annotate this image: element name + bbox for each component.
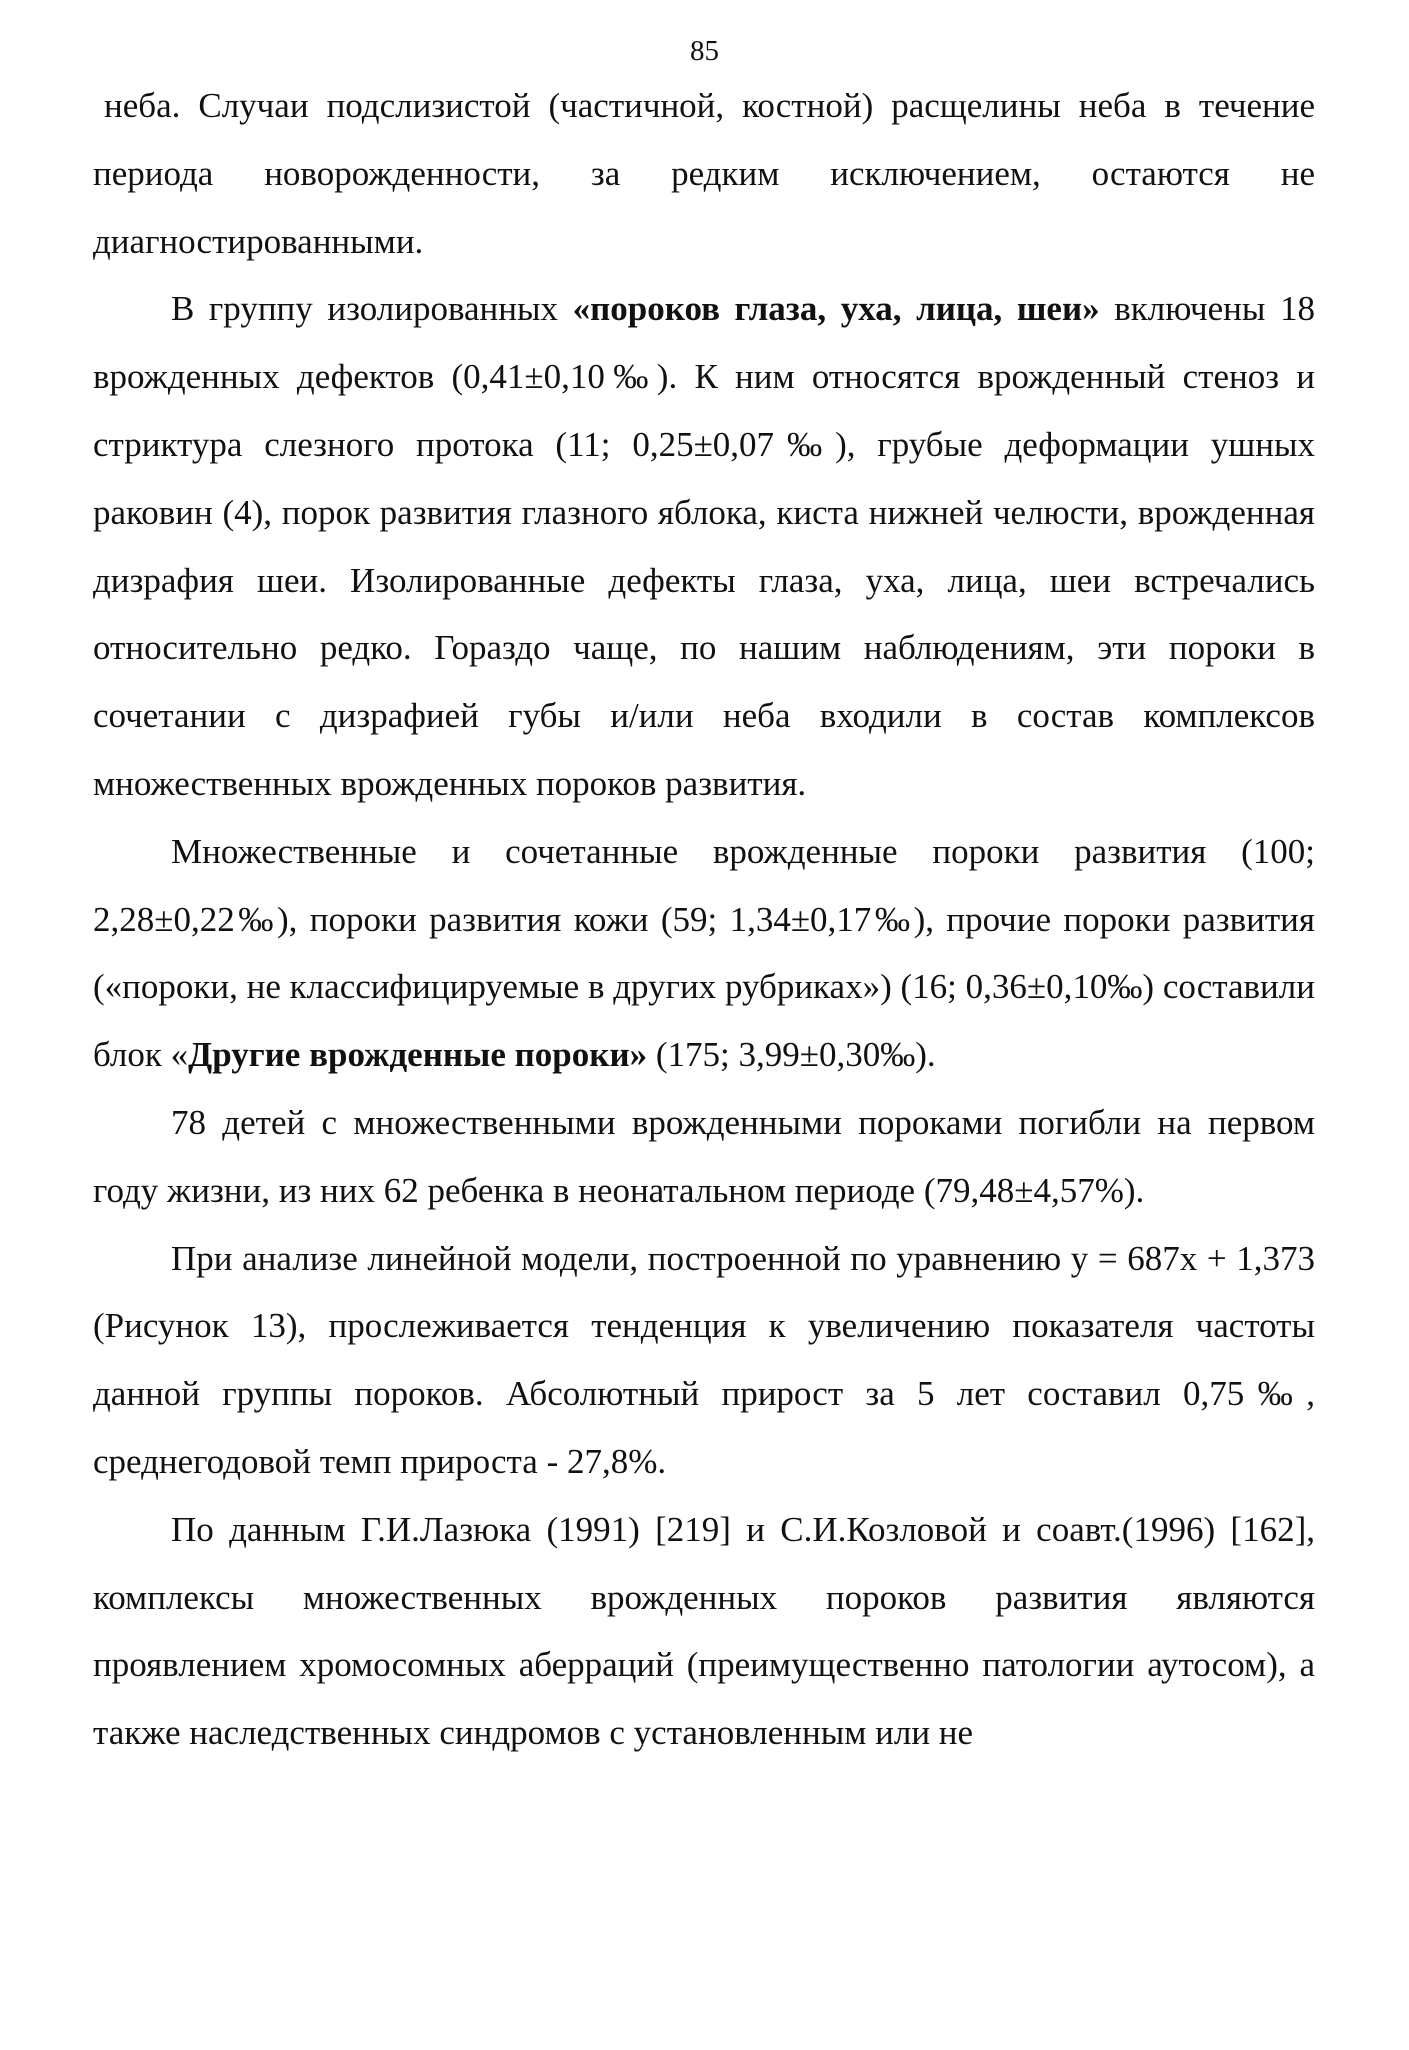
paragraph-3-text-after: (175; 3,99±0,30‰).	[647, 1035, 936, 1075]
paragraph-5: При анализе линейной модели, построенной по уравнению y = 687x + 1,373 (Рисунок 13), прослеживается тенденция к увеличению показателя частоты данной группы пороков. Абсолютный прирост за 5 лет составил 0,75‰, среднегодовой темп прироста - 27,8%.	[93, 1238, 1315, 1481]
paragraph-2	[93, 275, 1315, 817]
paragraph-2-text-before: В группу изолированных	[171, 289, 573, 329]
paragraph-2-bold-term: «пороков глаза, уха, лица, шеи»	[572, 289, 1100, 329]
page-number: 85	[690, 35, 719, 67]
paragraph-2-text-after: включены 18 врожденных дефектов (0,41±0,10‰). К ним относятся врожденный стеноз и стриктура слезного протока (11; 0,25±0,07‰), грубые деформации ушных раковин (4), порок развития глазного яблока, киста нижней челюсти, врожденная дизрафия шеи. Изолированные дефекты глаза, уха, лица, шеи встречались относительно редко. Гораздо чаще, по нашим наблюдениям, эти пороки в сочетании с дизрафией губы и/или неба входили в состав комплексов множественных врожденных пороков развития.	[93, 289, 1315, 803]
document-text	[93, 72, 1315, 1767]
paragraph-3	[93, 818, 1315, 1089]
paragraph-1: неба. Случаи подслизистой (частичной, костной) расщелины неба в течение периода новорожденности, за редким исключением, остаются не диагностированными.	[93, 86, 1315, 261]
paragraph-6: По данным Г.И.Лазюка (1991) [219] и С.И.Козловой и соавт.(1996) [162], комплексы множественных врожденных пороков развития являются проявлением хромосомных аберраций (преимущественно патологии аутосом), а также наследственных синдромов с установленным или не	[93, 1509, 1315, 1753]
paragraph-3-bold-term: Другие врожденные пороки»	[188, 1035, 648, 1075]
paragraph-4: 78 детей с множественными врожденными пороками погибли на первом году жизни, из них 62 ребенка в неонатальном периоде (79,48±4,57%).	[93, 1102, 1315, 1210]
paragraph-3-text-before: Множественные и сочетанные врожденные пороки развития (100; 2,28±0,22‰), пороки развития кожи (59; 1,34±0,17‰), прочие пороки развития («пороки, не классифицируемые в других рубриках») (16; 0,36±0,10‰) составили блок «	[93, 831, 1315, 1075]
